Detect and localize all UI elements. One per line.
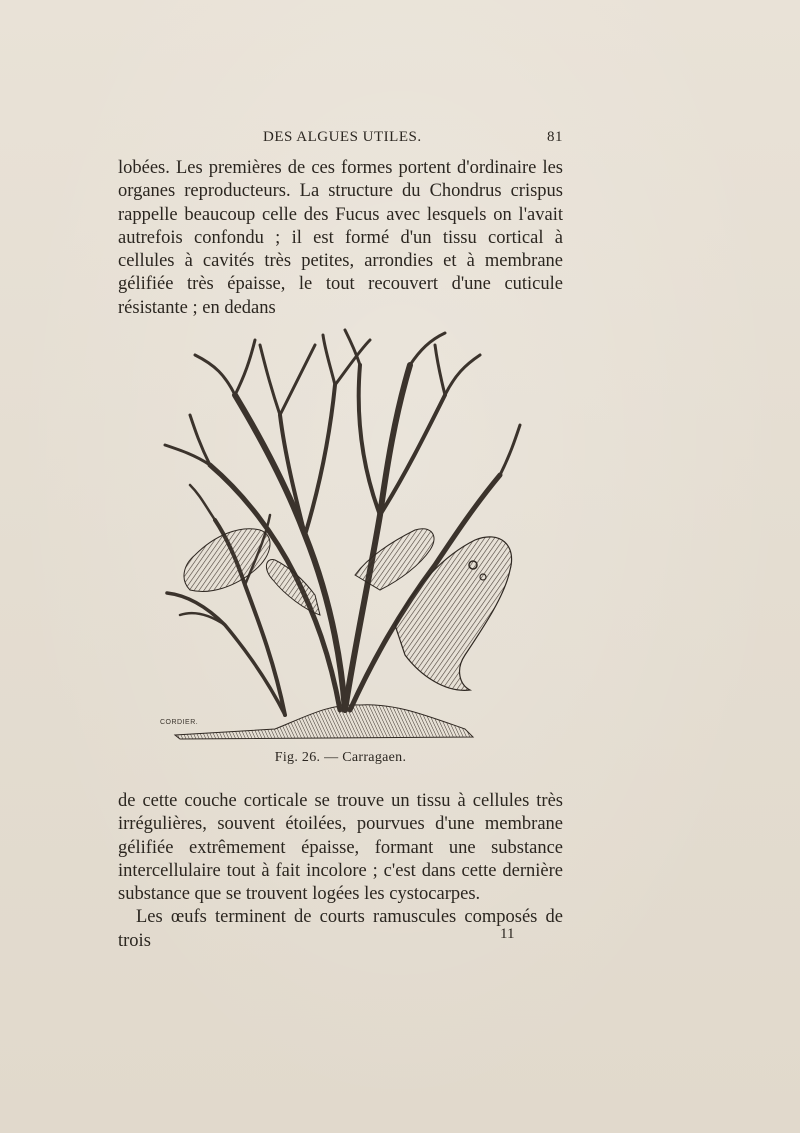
paragraph-continued: lobées. Les premières de ces formes portent d'ordinaire les organes reproducteurs. La structure du Chondrus crispus rappelle beaucoup celle des Fucus avec lesquels on l'avait autrefois confondu ; il est formé d'un tissu cortical à cellules à cavités très petites, arrondies et à membrane gélifiée très épaisse, le tout recouvert d'une cuticule résistante ; en dedans (118, 158, 563, 318)
carragaen-engraving (155, 325, 525, 745)
body-text-top (118, 157, 563, 320)
signature-mark: 11 (500, 926, 515, 942)
paragraph-body: de cette couche corticale se trouve un tissu à cellules très irrégulières, souvent étoilées, pourvues d'une membrane gélifiée extrêmement épaisse, formant une substance intercellulaire tout à fait incolore ; c'est dans cette dernière substance que se trouvent logées les cystocarpes. (118, 791, 563, 905)
page-number: 81 (547, 129, 563, 145)
seaweed-illustration (155, 325, 525, 745)
paragraph-next: Les œufs terminent de courts ramuscules composés de trois (118, 907, 563, 951)
body-text-bottom (118, 790, 563, 953)
engraver-signature: CORDIER. (160, 719, 199, 726)
running-head: DES ALGUES UTILES. (263, 129, 422, 145)
figure-caption: Fig. 26. — Carragaen. (274, 750, 407, 765)
page-header (118, 129, 563, 151)
